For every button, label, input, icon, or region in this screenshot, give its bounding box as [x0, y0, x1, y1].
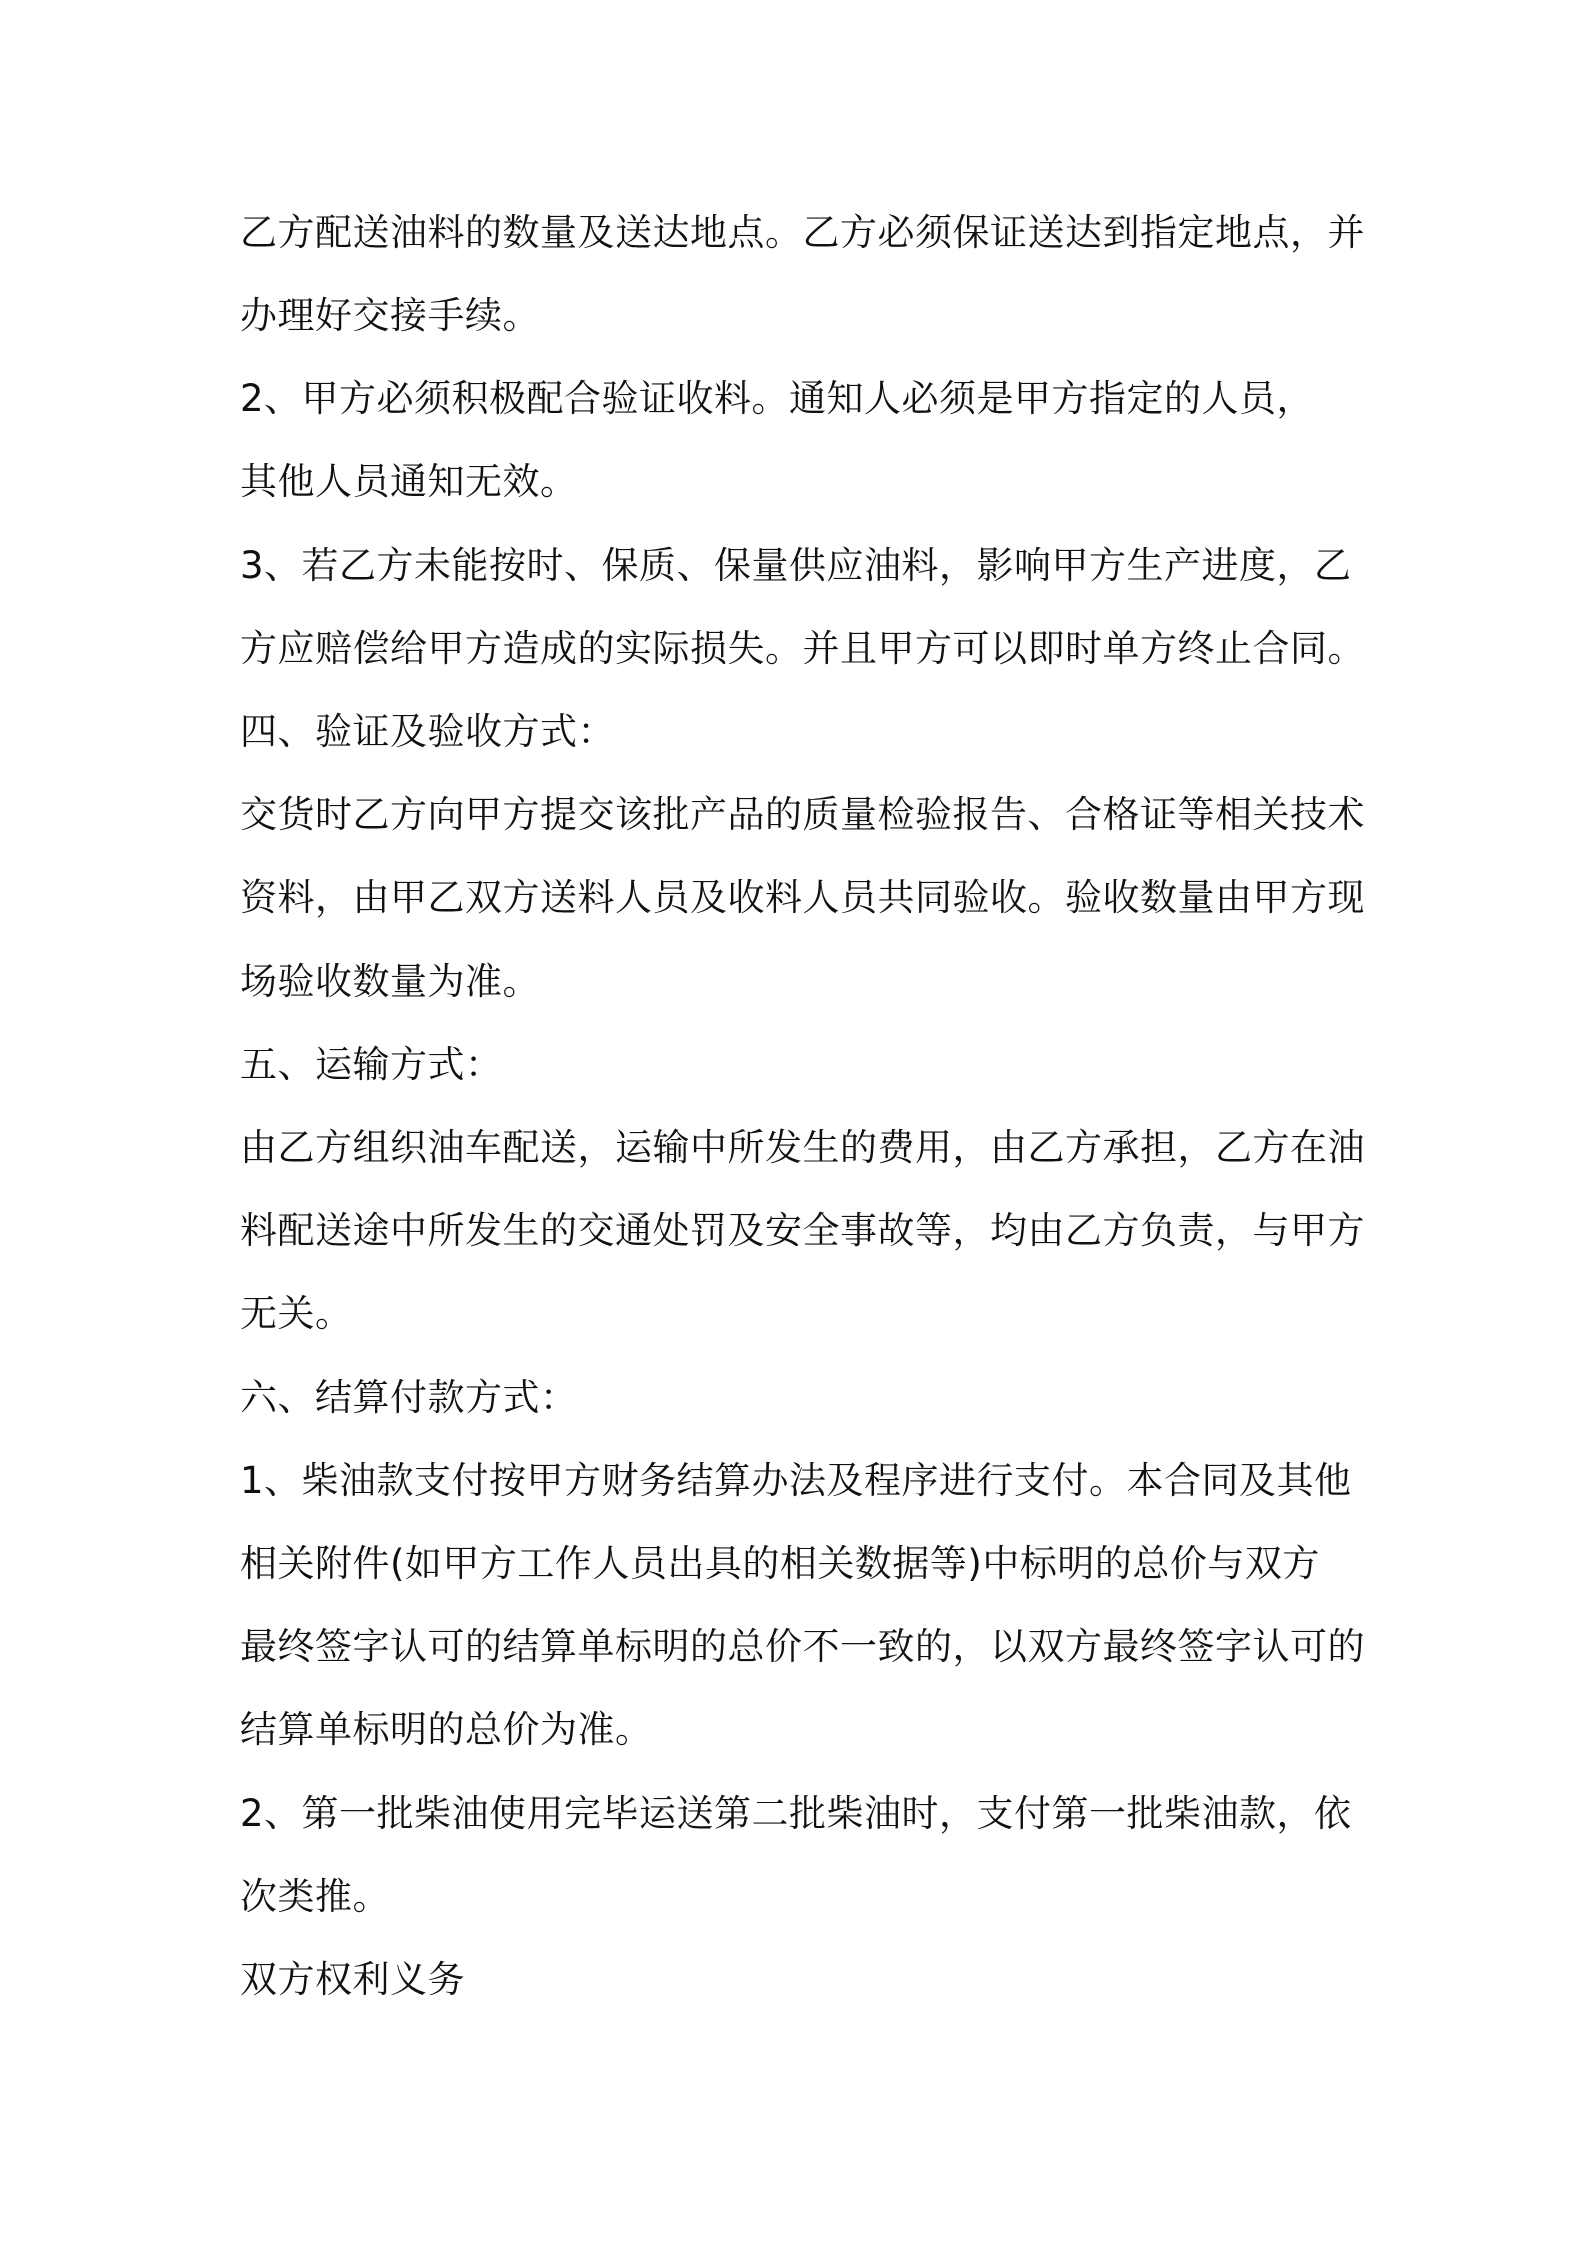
text-line: 场验收数量为准。 — [240, 960, 540, 1003]
text-line: 乙方配送油料的数量及送达地点。乙方必须保证送达到指定地点，并 — [240, 211, 1365, 254]
section-heading: 双方权利义务 — [240, 1958, 465, 2001]
text-line: 交货时乙方向甲方提交该批产品的质量检验报告、合格证等相关技术 — [240, 793, 1365, 836]
text-line: 1、柴油款支付按甲方财务结算办法及程序进行支付。本合同及其他 — [240, 1459, 1352, 1502]
text-line: 资料，由甲乙双方送料人员及收料人员共同验收。验收数量由甲方现 — [240, 876, 1365, 919]
text-line: 次类推。 — [240, 1875, 390, 1918]
section-heading: 六、结算付款方式： — [240, 1376, 578, 1419]
text-line: 办理好交接手续。 — [240, 294, 540, 337]
text-line: 2、第一批柴油使用完毕运送第二批柴油时，支付第一批柴油款，依 — [240, 1792, 1352, 1835]
section-heading: 四、验证及验收方式： — [240, 710, 615, 753]
section-heading: 五、运输方式： — [240, 1043, 503, 1086]
text-line: 2、甲方必须积极配合验证收料。通知人必须是甲方指定的人员， — [240, 377, 1315, 420]
text-line: 方应赔偿给甲方造成的实际损失。并且甲方可以即时单方终止合同。 — [240, 627, 1365, 670]
text-line: 料配送途中所发生的交通处罚及安全事故等，均由乙方负责，与甲方 — [240, 1209, 1365, 1252]
text-line: 由乙方组织油车配送，运输中所发生的费用，由乙方承担，乙方在油 — [240, 1126, 1365, 1169]
text-line: 无关。 — [240, 1292, 353, 1335]
text-line: 相关附件(如甲方工作人员出具的相关数据等)中标明的总价与双方 — [240, 1542, 1320, 1585]
text-line: 其他人员通知无效。 — [240, 460, 578, 503]
text-line: 结算单标明的总价为准。 — [240, 1708, 653, 1751]
text-line: 最终签字认可的结算单标明的总价不一致的，以双方最终签字认可的 — [240, 1625, 1365, 1668]
text-line: 3、若乙方未能按时、保质、保量供应油料，影响甲方生产进度，乙 — [240, 544, 1352, 587]
